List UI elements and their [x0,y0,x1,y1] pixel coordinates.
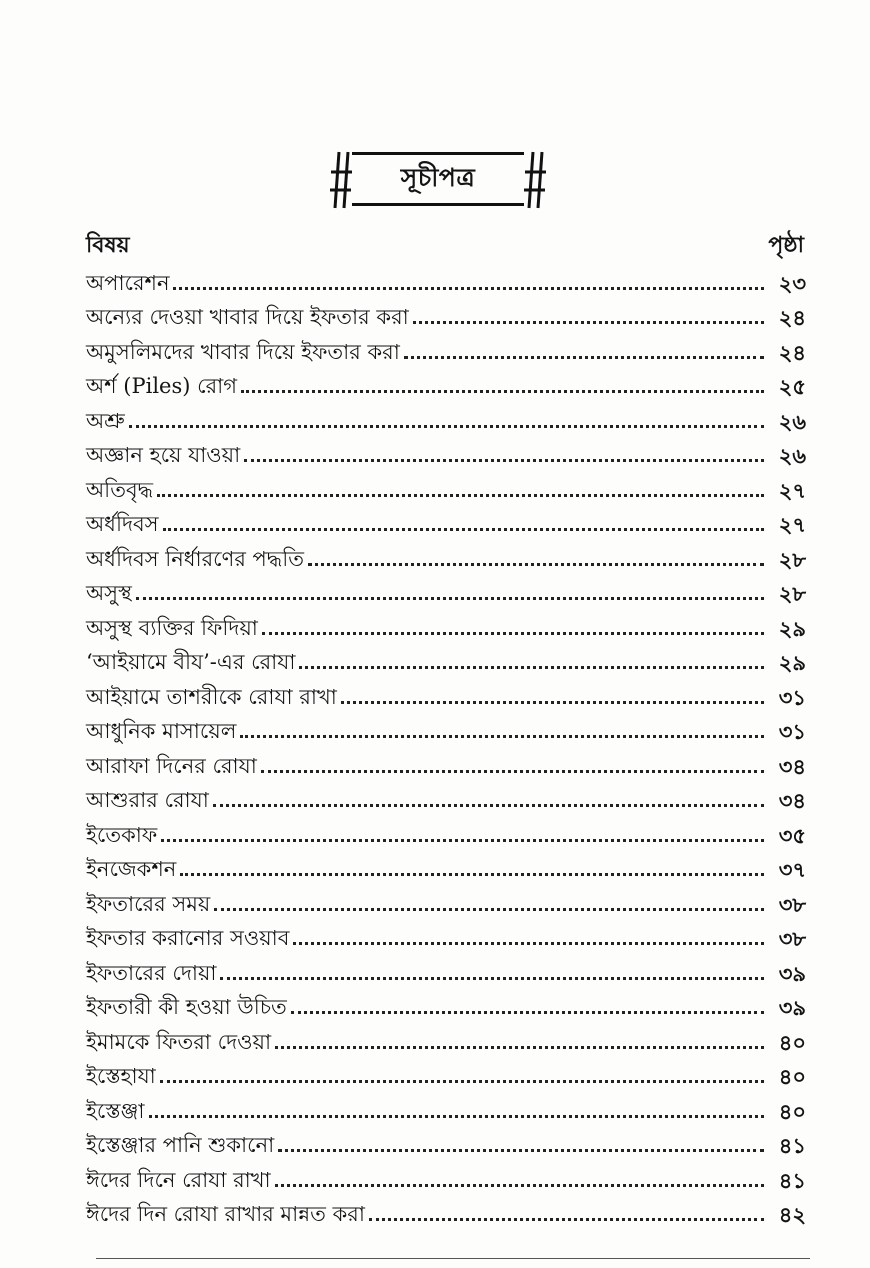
dot-leader [163,528,764,531]
toc-entry-title: ইফতারী কী হওয়া উচিত [86,995,287,1019]
dot-leader [240,735,764,738]
toc-entry-page-number: ২৭ [778,512,806,537]
toc-entry-page-number: ২৯ [778,650,806,675]
toc-entry-title: ইফতার করানোর সওয়াব [86,926,290,950]
toc-entry-title: অজ্ঞান হয়ে যাওয়া [86,443,241,467]
toc-entry-title: ‘আইয়ামে বীয’-এর রোযা [86,650,296,674]
toc-entry-title: আইয়ামে তাশরীকে রোযা রাখা [86,684,337,709]
toc-entry-title: অর্ধদিবস নির্ধারণের পদ্ধতি [86,546,304,571]
toc-entry-page-number: ৩৯ [778,995,806,1020]
toc-entry-title: ইফতারের সময় [86,891,211,916]
toc-entry-page-number: ২৭ [778,477,806,503]
page-title: সূচীপত্র [400,162,476,192]
toc-entry-page-number: ৪০ [778,1064,806,1089]
title-box [352,152,524,206]
toc-entry-page-number: ৩৯ [778,960,806,986]
toc-entry [86,642,806,677]
toc-entry [86,1056,806,1091]
toc-entry-page-number: ৩১ [778,684,806,710]
dot-leader [341,701,764,704]
toc-entry-title: অশ্রু [86,408,125,433]
toc-entry [86,331,806,366]
toc-entry-title: ইস্তেহাযা [86,1064,156,1088]
toc-entry-page-number: ৪১ [778,1167,806,1193]
toc-entry [86,711,806,746]
toc-entry-page-number: ৩৮ [778,891,806,917]
toc-entry-title: অসুস্থ [86,581,132,605]
toc-entry [86,262,806,297]
dot-leader [149,1115,765,1118]
dot-leader [275,1046,764,1049]
toc-entry-title: আরাফা দিনের রোযা [86,753,257,778]
toc-entry-title: অপারেশন [86,270,170,295]
dot-leader [308,563,764,566]
toc-entry-title: ইতেকাফ [86,822,158,847]
toc-entry [86,607,806,642]
toc-entry-page-number: ৩১ [778,719,806,744]
toc-entry-title: অর্ধদিবস [86,512,159,536]
subject-column-header: বিষয় [86,232,130,258]
toc-entry [86,676,806,711]
toc-entry-title: আধুনিক মাসায়েল [86,719,237,743]
toc-entry [86,297,806,332]
toc-entry [86,814,806,849]
hash-ornament-right-icon [524,150,546,210]
toc-entry-title: আশুরার রোযা [86,788,209,812]
toc-entry [86,780,806,815]
toc-entry-page-number: ২৪ [778,305,806,330]
dot-leader [173,287,764,290]
toc-entry-title: ঈদের দিনে রোযা রাখা [86,1167,271,1192]
hash-ornament-left-icon [330,150,352,210]
toc-entry [86,745,806,780]
toc-entry-title: অসুস্থ ব্যক্তির ফিদিয়া [86,615,258,640]
toc-entry [86,1021,806,1056]
dot-leader [220,977,764,980]
dot-leader [180,873,764,876]
toc-entry-title: অতিবৃদ্ধ [86,477,154,502]
toc-entry-page-number: ৪০ [778,1098,806,1124]
toc-entry [86,883,806,918]
toc-entry-page-number: ২৬ [778,408,806,434]
toc-entry-page-number: ২৮ [778,581,806,606]
toc-entry [86,987,806,1022]
title-block [330,150,546,210]
dot-leader [136,597,764,600]
toc-entry-title: অমুসলিমদের খাবার দিয়ে ইফতার করা [86,339,400,364]
page-column-header: পৃষ্ঠা [768,232,804,258]
toc-entry [86,366,806,401]
toc-entry-page-number: ২৫ [778,374,806,399]
toc-entry-page-number: ৩৪ [778,788,806,813]
dot-leader [291,1011,764,1014]
toc-entry-page-number: ৩৮ [778,926,806,951]
dot-leader [293,942,764,945]
toc-entry-title: ইমামকে ফিতরা দেওয়া [86,1029,272,1054]
toc-entry [86,538,806,573]
toc-entry [86,400,806,435]
dot-leader [213,804,764,807]
toc-entry [86,1090,806,1125]
dot-leader [261,770,764,773]
toc-entry-page-number: ২৮ [778,546,806,572]
dot-leader [369,1218,764,1221]
dot-leader [241,390,764,393]
toc-entry-title: ঈদের দিন রোযা রাখার মান্নত করা [86,1202,365,1226]
toc-list [86,262,806,1228]
dot-leader [214,908,764,911]
dot-leader [262,632,764,635]
toc-entry-title: ইস্তেঞ্জার পানি শুকানো [86,1133,275,1157]
dot-leader [160,1080,764,1083]
toc-entry [86,469,806,504]
toc-entry-page-number: ২৯ [778,615,806,641]
toc-entry-page-number: ২৩ [778,270,806,296]
toc-entry [86,849,806,884]
toc-entry-page-number: ২৪ [778,339,806,365]
dot-leader [413,321,764,324]
bottom-divider [96,1258,810,1259]
toc-entry-page-number: ৩৪ [778,753,806,779]
toc-entry-page-number: ৪০ [778,1029,806,1055]
toc-entry-title: অর্শ (Piles) রোগ [86,374,238,398]
toc-entry-title: অন্যের দেওয়া খাবার দিয়ে ইফতার করা [86,305,409,329]
toc-entry [86,918,806,953]
toc-entry [86,952,806,987]
toc-entry-title: ইনজেকশন [86,857,177,881]
toc-entry-page-number: ৪১ [778,1133,806,1158]
toc-entry [86,1194,806,1229]
toc-entry-page-number: ৪২ [778,1202,806,1227]
toc-entry [86,1125,806,1160]
toc-entry-page-number: ৩৫ [778,822,806,848]
dot-leader [244,459,764,462]
toc-entry-title: ইফতারের দোয়া [86,960,217,985]
dot-leader [299,666,764,669]
dot-leader [278,1149,764,1152]
dot-leader [157,494,764,497]
toc-entry-page-number: ৩৭ [778,857,806,882]
toc-entry [86,573,806,608]
dot-leader [129,425,764,428]
toc-entry-title: ইস্তেঞ্জা [86,1098,145,1123]
toc-entry-page-number: ২৬ [778,443,806,468]
toc-entry [86,1159,806,1194]
dot-leader [275,1184,764,1187]
dot-leader [161,839,764,842]
dot-leader [404,356,764,359]
toc-entry [86,504,806,539]
toc-entry [86,435,806,470]
